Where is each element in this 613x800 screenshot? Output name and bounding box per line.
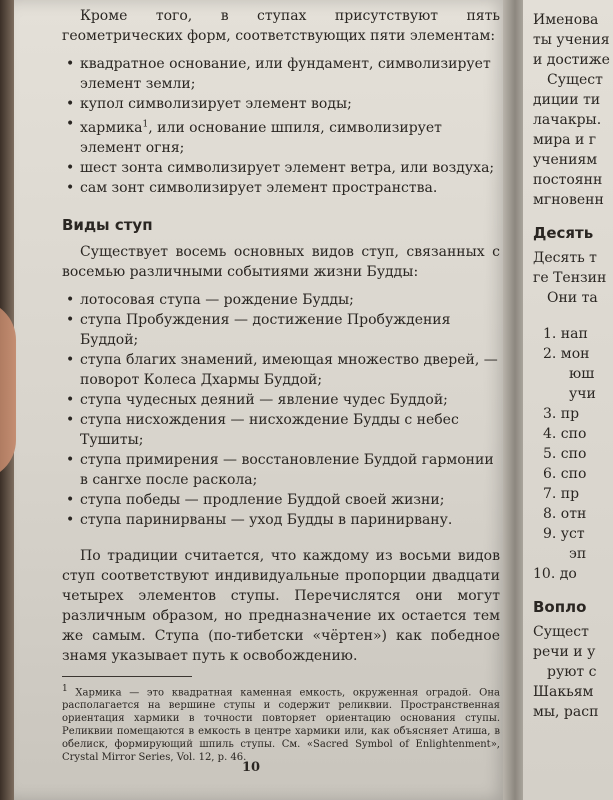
finger <box>0 300 16 480</box>
right-line: Именова <box>533 12 599 28</box>
section-heading: Виды ступ <box>62 215 153 234</box>
right-line: речи и у <box>533 644 596 660</box>
right-line: 5. спо <box>543 446 587 462</box>
right-line: 9. уст <box>543 526 585 542</box>
right-line: диции ти <box>533 92 601 108</box>
list-item: • ступа Пробуждения — достижение Пробуждения Буддой; <box>66 311 451 348</box>
right-line: Сущест <box>533 624 589 640</box>
right-line: Сущест <box>547 72 603 88</box>
right-heading: Десять <box>533 224 594 242</box>
right-line: мгновенн <box>533 192 604 208</box>
right-line: эп <box>569 546 587 562</box>
closing-paragraph: По традиции считается, что каждому из восьми видов ступ соответствуют индивидуальные пропорции двадцати четырех элементов ступы. Перечислятся они могут различным образом, но предназначение их остается тем же самым. Ступа (по-тибетски «чёртен») как победное знамя указывает путь к освобождению. <box>62 547 500 664</box>
right-line: учи <box>569 386 596 402</box>
footnote-ref: 1 <box>142 119 149 129</box>
right-line: постоянн <box>533 172 603 188</box>
right-line: юш <box>569 366 595 382</box>
right-line: 8. отн <box>543 506 587 522</box>
stupa-types-list <box>62 290 500 530</box>
section-intro: Существует восемь основных видов ступ, связанных с восемью различными событиями жизни Будды: <box>62 243 500 280</box>
list-item: • ступа победы — продление Буддой своей жизни; <box>66 491 445 508</box>
right-line: 2. мон <box>543 346 590 362</box>
right-line: 4. спо <box>543 426 587 442</box>
right-line: Шакьям <box>533 684 594 700</box>
right-page <box>523 0 613 800</box>
list-item: • ступа благих знамений, имеющая множество дверей, — поворот Колеса Дхармы Буддой; <box>66 351 498 388</box>
list-item: • квадратное основание, или фундамент, символизирует элемент земли; <box>66 56 491 92</box>
footnote <box>62 683 500 764</box>
right-line: ге Тензин <box>533 270 607 286</box>
page-number: 10 <box>242 760 261 775</box>
left-page-content <box>62 6 500 764</box>
list-item: • сам зонт символизирует элемент пространства. <box>66 179 438 196</box>
list-item: • ступа паринирваны — уход Будды в паринирвану. <box>66 511 453 528</box>
right-line: руют с <box>547 664 597 680</box>
list-item: • лотосовая ступа — рождение Будды; <box>66 291 354 308</box>
right-page-content <box>533 10 610 722</box>
right-line: ты учения <box>533 32 610 48</box>
right-line: 10. до <box>533 566 577 582</box>
elements-list <box>62 54 500 198</box>
right-line: и достиже <box>533 52 610 68</box>
list-item: • хармика$^1$, или основание шпиля, символизирует элемент огня; <box>66 116 442 156</box>
list-item: • ступа чудесных деяний — явление чудес Буддой; <box>66 391 448 408</box>
right-line: 6. спо <box>543 466 587 482</box>
right-line: 7. пр <box>543 486 580 502</box>
right-heading: Вопло <box>533 598 587 616</box>
right-line: лачакры. <box>533 112 602 128</box>
right-line: мы, расп <box>533 704 599 720</box>
right-line: 3. пр <box>543 406 580 422</box>
right-line: 1. нап <box>543 326 588 342</box>
intro-paragraph: Кроме того, в ступах присутствуют пять геометрических форм, соответствующих пяти элементам: <box>62 8 500 44</box>
right-line: учениям <box>533 152 598 168</box>
list-item: • шест зонта символизирует элемент ветра, или воздуха; <box>66 159 495 176</box>
list-item: • ступа нисхождения — нисхождение Будды с небес Тушиты; <box>66 411 459 448</box>
list-item: • купол символизирует элемент воды; <box>66 96 352 112</box>
right-line: мира и г <box>533 132 597 148</box>
right-line: Они та <box>547 290 598 306</box>
footnote-divider <box>62 676 192 677</box>
list-item: • ступа примирения — восстановление Буддой гармонии в сангхе после раскола; <box>66 451 494 488</box>
footnote-text: Хармика — это квадратная каменная емкость, окруженная оградой. Она располагается на вершине ступы и содержит реликвии. Пространственная ориентация хармики в точности повторяет ориентацию основания ступы. Реликвии помещаются в емкость в центре хармики или, как объясняет Атиша, в обелиск, формирующий шпиль ступы. См. «Sacred Symbol of Enlightenment», Crystal Mirror Series, Vol. 12, p. 46. <box>62 686 500 763</box>
left-page <box>14 0 509 800</box>
footnote-number: 1 <box>62 683 68 694</box>
right-line: Десять т <box>533 250 597 266</box>
